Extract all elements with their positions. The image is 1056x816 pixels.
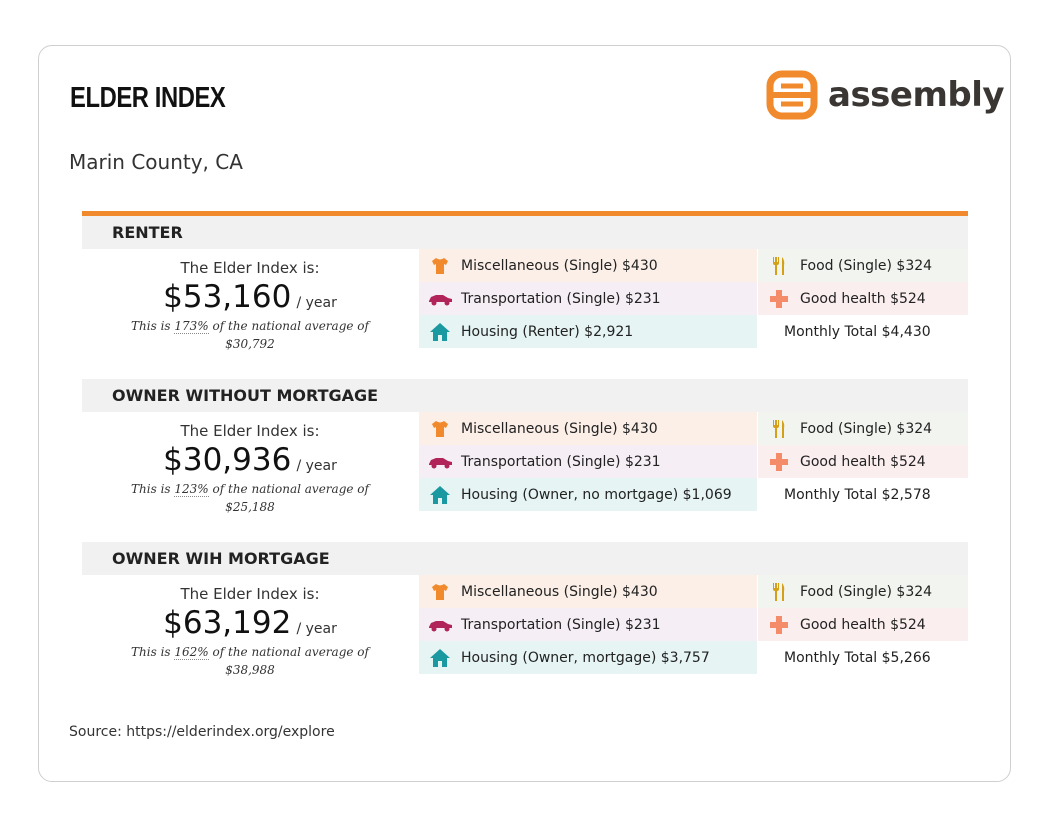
fork-knife-icon	[766, 581, 792, 603]
section-renter	[82, 216, 968, 349]
elder-index-label: The Elder Index is:	[180, 422, 320, 440]
elder-index-amount: $53,160	[163, 279, 292, 315]
fork-knife-icon	[766, 418, 792, 440]
house-icon	[427, 321, 453, 343]
misc-cost: Miscellaneous (Single) $430	[419, 412, 757, 445]
national-average-note: This is 162% of the national average of $38,988	[131, 645, 369, 677]
house-icon	[427, 647, 453, 669]
misc-cost: Miscellaneous (Single) $430	[419, 249, 757, 282]
percent-of-national: 173%	[174, 319, 209, 333]
car-icon	[427, 451, 453, 473]
car-icon	[427, 614, 453, 636]
elder-index-label: The Elder Index is:	[180, 259, 320, 277]
car-icon	[427, 288, 453, 310]
monthly-total: Monthly Total $4,430	[758, 315, 968, 348]
page-subtitle: Marin County, CA	[69, 150, 243, 174]
section-title: RENTER	[82, 216, 968, 249]
misc-cost: Miscellaneous (Single) $430	[419, 575, 757, 608]
section-owner-no-mortgage	[82, 379, 968, 512]
monthly-total: Monthly Total $2,578	[758, 478, 968, 511]
logo	[766, 70, 1004, 120]
shirt-icon	[427, 255, 453, 277]
health-cost: Good health $524	[758, 445, 968, 478]
per-year-label: / year	[296, 458, 337, 474]
housing-cost: Housing (Owner, mortgage) $3,757	[419, 641, 757, 674]
food-cost: Food (Single) $324	[758, 412, 968, 445]
food-cost: Food (Single) $324	[758, 249, 968, 282]
section-title: OWNER WITHOUT MORTGAGE	[82, 379, 968, 412]
house-icon	[427, 484, 453, 506]
elder-index-label: The Elder Index is:	[180, 585, 320, 603]
percent-of-national: 162%	[174, 645, 209, 659]
shirt-icon	[427, 418, 453, 440]
page-title: ELDER INDEX	[70, 82, 226, 114]
shirt-icon	[427, 581, 453, 603]
national-average-note: This is 123% of the national average of $25,188	[131, 482, 369, 514]
transport-cost: Transportation (Single) $231	[419, 445, 757, 478]
housing-cost: Housing (Renter) $2,921	[419, 315, 757, 348]
assembly-logo-icon	[766, 70, 818, 120]
per-year-label: / year	[296, 295, 337, 311]
health-cross-icon	[766, 451, 792, 473]
elder-index-amount: $63,192	[163, 605, 292, 641]
percent-of-national: 123%	[174, 482, 209, 496]
section-owner-mortgage	[82, 542, 968, 675]
national-average-note: This is 173% of the national average of $30,792	[131, 319, 369, 351]
monthly-total: Monthly Total $5,266	[758, 641, 968, 674]
health-cost: Good health $524	[758, 282, 968, 315]
section-title: OWNER WIH MORTGAGE	[82, 542, 968, 575]
health-cost: Good health $524	[758, 608, 968, 641]
transport-cost: Transportation (Single) $231	[419, 608, 757, 641]
per-year-label: / year	[296, 621, 337, 637]
source-note: Source: https://elderindex.org/explore	[69, 724, 335, 740]
fork-knife-icon	[766, 255, 792, 277]
housing-cost: Housing (Owner, no mortgage) $1,069	[419, 478, 757, 511]
elder-index-amount: $30,936	[163, 442, 292, 478]
health-cross-icon	[766, 614, 792, 636]
logo-text: assembly	[828, 75, 1005, 115]
transport-cost: Transportation (Single) $231	[419, 282, 757, 315]
health-cross-icon	[766, 288, 792, 310]
food-cost: Food (Single) $324	[758, 575, 968, 608]
